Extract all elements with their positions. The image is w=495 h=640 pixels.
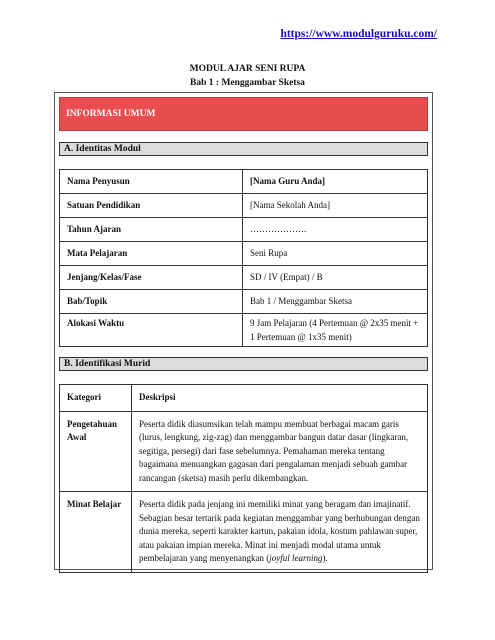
section-a-header: A. Identitas Modul	[59, 142, 428, 156]
table-row	[60, 242, 428, 266]
row-key: Jenjang/Kelas/Fase	[60, 266, 243, 290]
identity-table	[59, 169, 428, 347]
table-row	[60, 266, 428, 290]
student-identification-table	[59, 384, 428, 573]
header-category: Kategori	[60, 385, 132, 412]
row-key: Satuan Pendidikan	[60, 194, 243, 218]
header-description: Deskripsi	[132, 385, 428, 412]
row-key: Minat Belajar	[60, 492, 132, 573]
chapter-subtitle: Bab 1 : Menggambar Sketsa	[190, 78, 305, 88]
row-value: Seni Rupa	[243, 242, 428, 266]
table-row	[60, 411, 428, 492]
website-link[interactable]: https://www.modulguruku.com/	[280, 28, 437, 40]
row-value: ……………….	[243, 218, 428, 242]
table-row	[60, 170, 428, 194]
row-key: Mata Pelajaran	[60, 242, 243, 266]
row-key: Nama Penyusun	[60, 170, 243, 194]
general-info-banner: INFORMASI UMUM	[59, 97, 428, 131]
row-key: Bab/Topik	[60, 290, 243, 314]
document-title	[0, 62, 495, 90]
table-row	[60, 194, 428, 218]
row-value	[132, 492, 428, 573]
row-value: Bab 1 / Menggambar Sketsa	[243, 290, 428, 314]
module-title: MODUL AJAR SENI RUPA	[189, 64, 306, 74]
table-row	[60, 492, 428, 573]
row-key: Tahun Ajaran	[60, 218, 243, 242]
row-value-text: Peserta didik pada jenjang ini memiliki minat yang beragam dan imajinatif. Sebagian besar tertarik pada kegiatan menggambar yang berhubungan dengan dunia mereka, seperti karakter kartun, pakaian idola, kostum pahlawan super, atau pakaian impian mereka. Minat ini menjadi modal utama untuk pembelajaran yang menyenangkan (	[139, 499, 420, 563]
table-row	[60, 314, 428, 347]
row-value: Peserta didik diasumsikan telah mampu membuat berbagai macam garis (lurus, lengkung, zig-zag) dan menggambar bangun datar dasar (lingkaran, segitiga, persegi) dari fase sebelumnya. Pemahaman mereka tentang bagaimana menuangkan gagasan dari pengalaman menjadi sebuah gambar rancangan (sketsa) masih perlu dikembangkan.	[132, 411, 428, 492]
row-value: SD / IV (Empat) / B	[243, 266, 428, 290]
row-value: [Nama Sekolah Anda]	[243, 194, 428, 218]
row-value: [Nama Guru Anda]	[243, 170, 428, 194]
row-value-end: ).	[322, 553, 328, 563]
section-b-header: B. Identifikasi Murid	[59, 357, 428, 371]
row-key: Alokasi Waktu	[60, 314, 243, 347]
table-row	[60, 218, 428, 242]
row-value-italic: joyful learning	[269, 553, 323, 563]
row-key: Pengetahuan Awal	[60, 411, 132, 492]
table-row	[60, 290, 428, 314]
table-header-row	[60, 385, 428, 412]
row-value: 9 Jam Pelajaran (4 Pertemuan @ 2x35 menit + 1 Pertemuan @ 1x35 menit)	[243, 314, 428, 347]
